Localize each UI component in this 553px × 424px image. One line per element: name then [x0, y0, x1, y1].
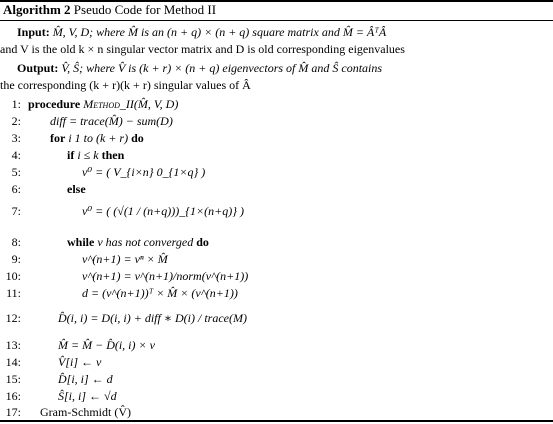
- input-text-1: M̂, V, D; where M̂ is an (n + q) × (n + q) square matrix and M̂ = ÂᵀÂ: [52, 25, 387, 39]
- statement: V̂[i] ← v: [58, 355, 102, 369]
- input-line-1: [17, 25, 386, 39]
- algorithm-title: Pseudo Code for Method II: [73, 2, 217, 17]
- line-number: 1:: [11, 97, 21, 111]
- statement: Ŝ[i, i] ← √d: [58, 389, 117, 403]
- keyword-do: do: [196, 235, 209, 249]
- statement: M̂ = M̂ − D̂(i, i) × v: [58, 338, 155, 352]
- statement: diff = trace(M̂) − sum(D): [50, 114, 173, 128]
- keyword-do: do: [131, 131, 144, 145]
- keyword-for: for: [50, 131, 66, 145]
- statement: D̂(i, i) = D(i, i) + diff ∗ D(i) / trace(M): [58, 311, 247, 325]
- procedure-signature: Method_II(M̂, V, D): [83, 97, 179, 111]
- line-number: 2:: [11, 114, 21, 128]
- line-number: 8:: [11, 235, 21, 249]
- while-condition: v has not converged: [97, 235, 194, 249]
- keyword-if: if: [67, 148, 75, 162]
- output-text-1: V̂, Ŝ; where V̂ is (k + r) × (n + q) eigenvectors of M̂ and Ŝ contains: [61, 61, 383, 75]
- line-number: 3:: [11, 131, 21, 145]
- statement: v^(n+1) = vⁿ × M̂: [82, 252, 168, 266]
- line-number: 13:: [5, 338, 21, 352]
- input-line-2: [0, 42, 405, 56]
- output-text-2: the corresponding (k + r)(k + r) singular values of Â: [0, 78, 251, 92]
- bottom-rule: [0, 420, 553, 422]
- line-number: 16:: [5, 389, 21, 403]
- line-number: 15:: [5, 372, 21, 386]
- caption-rule: [0, 20, 553, 21]
- line-number: 10:: [5, 269, 21, 283]
- algorithm-label: Algorithm 2: [3, 2, 71, 17]
- statement: v^(n+1) = v^(n+1)/norm(v^(n+1)): [82, 269, 249, 283]
- keyword-else: else: [67, 182, 86, 196]
- statement: D̂[i, i] ← d: [58, 372, 113, 386]
- for-range: i 1 to (k + r): [68, 131, 129, 145]
- keyword-while: while: [67, 235, 95, 249]
- if-condition: i ≤ k: [77, 148, 99, 162]
- input-text-2: and V is the old k × n singular vector matrix and D is old corresponding eigenvalues: [0, 42, 405, 56]
- line-number: 9:: [11, 252, 21, 266]
- output-line-2: [0, 78, 251, 92]
- line-number: 11:: [6, 286, 21, 300]
- keyword-then: then: [101, 148, 125, 162]
- statement: v⁰ = ( (√(1 / (n+q)))_{1×(n+q)} ): [82, 204, 245, 218]
- statement: Gram-Schmidt (V̂): [40, 405, 131, 419]
- statement: d = (v^(n+1))ᵀ × M̂ × (v^(n+1)): [82, 286, 238, 300]
- keyword-procedure: procedure: [28, 97, 81, 111]
- line-number: 7:: [11, 204, 21, 218]
- line-number: 4:: [11, 148, 21, 162]
- output-label: Output:: [17, 61, 59, 75]
- input-label: Input:: [17, 25, 50, 39]
- algorithm-caption: [3, 3, 216, 17]
- line-number: 14:: [5, 355, 21, 369]
- line-number: 12:: [5, 311, 21, 325]
- line-number: 17:: [5, 405, 21, 419]
- output-line-1: [17, 61, 382, 75]
- statement: v⁰ = ( V_{i×n} 0_{1×q} ): [82, 165, 206, 179]
- line-number: 6:: [11, 182, 21, 196]
- line-number: 5:: [11, 165, 21, 179]
